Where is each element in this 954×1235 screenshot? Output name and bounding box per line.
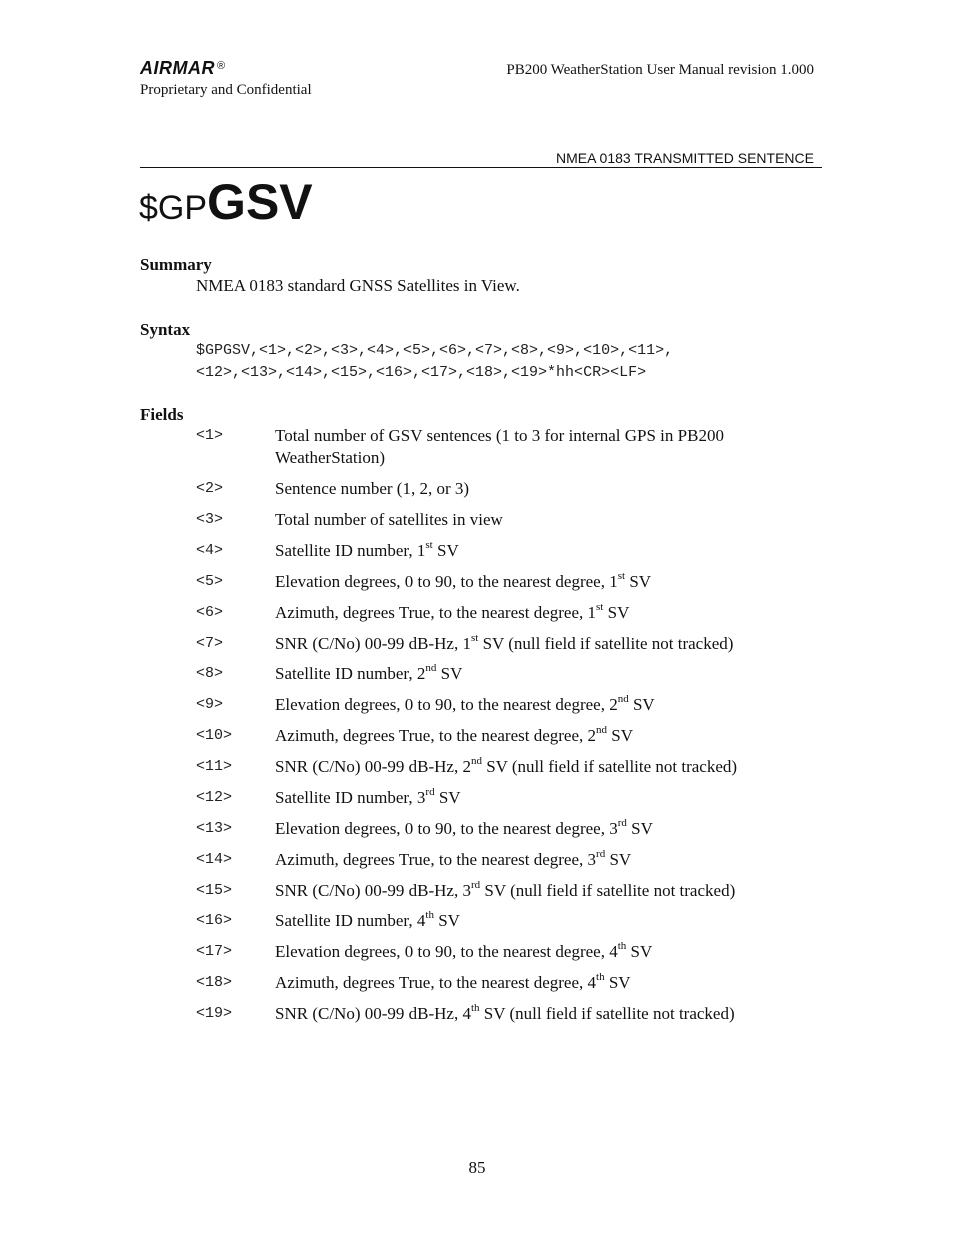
field-row bbox=[196, 725, 826, 756]
field-description: Satellite ID number, 4th SV bbox=[275, 909, 460, 930]
syntax-heading: Syntax bbox=[140, 320, 191, 339]
field-row bbox=[196, 941, 826, 972]
field-description: Elevation degrees, 0 to 90, to the nearest degree, 3rd SV bbox=[275, 817, 653, 838]
field-row bbox=[196, 880, 826, 911]
field-code: <4> bbox=[196, 542, 224, 559]
field-code: <12> bbox=[196, 789, 233, 806]
header-rule bbox=[140, 167, 822, 168]
field-row bbox=[196, 1003, 826, 1034]
field-description: Azimuth, degrees True, to the nearest degree, 1st SV bbox=[275, 601, 630, 622]
field-code: <10> bbox=[196, 727, 233, 744]
field-description: Satellite ID number, 1st SV bbox=[275, 539, 459, 560]
field-row bbox=[196, 425, 826, 467]
sentence-prefix: $GP bbox=[139, 189, 208, 227]
field-code: <5> bbox=[196, 573, 224, 590]
field-description: SNR (C/No) 00-99 dB-Hz, 1st SV (null field if satellite not tracked) bbox=[275, 632, 734, 653]
field-row bbox=[196, 663, 826, 694]
field-row bbox=[196, 633, 826, 664]
sentence-title bbox=[139, 172, 313, 245]
field-code: <13> bbox=[196, 820, 233, 837]
field-description: Satellite ID number, 3rd SV bbox=[275, 786, 461, 807]
field-code: <3> bbox=[196, 511, 224, 528]
field-description: SNR (C/No) 00-99 dB-Hz, 4th SV (null field if satellite not tracked) bbox=[275, 1002, 735, 1023]
field-description: Elevation degrees, 0 to 90, to the nearest degree, 2nd SV bbox=[275, 693, 655, 714]
field-row bbox=[196, 972, 826, 1003]
field-code: <1> bbox=[196, 427, 224, 444]
document-title: PB200 WeatherStation User Manual revision 1.000 bbox=[506, 62, 814, 78]
field-description: Satellite ID number, 2nd SV bbox=[275, 662, 463, 683]
field-description: Total number of GSV sentences (1 to 3 for internal GPS in PB200 WeatherStation) bbox=[275, 426, 724, 467]
field-code: <14> bbox=[196, 851, 233, 868]
summary-heading: Summary bbox=[140, 255, 212, 274]
field-code: <2> bbox=[196, 480, 224, 497]
field-row bbox=[196, 602, 826, 633]
field-row bbox=[196, 478, 826, 509]
field-code: <17> bbox=[196, 943, 233, 960]
summary-text: NMEA 0183 standard GNSS Satellites in View. bbox=[196, 276, 520, 295]
field-code: <9> bbox=[196, 696, 224, 713]
logo-wordmark: AIRMAR bbox=[140, 58, 215, 78]
field-code: <15> bbox=[196, 882, 233, 899]
field-description: Sentence number (1, 2, or 3) bbox=[275, 479, 470, 498]
field-row bbox=[196, 694, 826, 725]
field-code: <18> bbox=[196, 974, 233, 991]
registered-mark: ® bbox=[217, 60, 226, 72]
field-row bbox=[196, 571, 826, 602]
field-code: <16> bbox=[196, 912, 233, 929]
field-row bbox=[196, 818, 826, 849]
fields-heading: Fields bbox=[140, 405, 184, 424]
field-row bbox=[196, 910, 826, 941]
field-code: <8> bbox=[196, 665, 224, 682]
field-description: Azimuth, degrees True, to the nearest degree, 3rd SV bbox=[275, 848, 632, 869]
field-description: SNR (C/No) 00-99 dB-Hz, 3rd SV (null field if satellite not tracked) bbox=[275, 879, 736, 900]
confidential-notice: Proprietary and Confidential bbox=[140, 82, 312, 98]
field-description: Total number of satellites in view bbox=[275, 510, 503, 529]
field-description: Azimuth, degrees True, to the nearest degree, 4th SV bbox=[275, 971, 631, 992]
syntax-line-1: $GPGSV,<1>,<2>,<3>,<4>,<5>,<6>,<7>,<8>,<9>,<10>,<11>, bbox=[196, 342, 674, 359]
field-row bbox=[196, 509, 826, 540]
field-code: <7> bbox=[196, 635, 224, 652]
field-code: <19> bbox=[196, 1005, 233, 1022]
field-row bbox=[196, 756, 826, 787]
section-label: NMEA 0183 TRANSMITTED SENTENCE bbox=[555, 150, 814, 166]
field-row bbox=[196, 540, 826, 571]
airmar-logo bbox=[140, 58, 226, 78]
page-number: 85 bbox=[468, 1158, 486, 1177]
syntax-line-2: <12>,<13>,<14>,<15>,<16>,<17>,<18>,<19>*hh<CR><LF> bbox=[196, 364, 647, 381]
sentence-code: GSV bbox=[207, 174, 313, 230]
field-description: SNR (C/No) 00-99 dB-Hz, 2nd SV (null field if satellite not tracked) bbox=[275, 755, 738, 776]
field-description: Elevation degrees, 0 to 90, to the nearest degree, 4th SV bbox=[275, 940, 653, 961]
field-description: Elevation degrees, 0 to 90, to the nearest degree, 1st SV bbox=[275, 570, 652, 591]
field-code: <6> bbox=[196, 604, 224, 621]
field-description: Azimuth, degrees True, to the nearest degree, 2nd SV bbox=[275, 724, 634, 745]
field-row bbox=[196, 849, 826, 880]
field-row bbox=[196, 787, 826, 818]
field-code: <11> bbox=[196, 758, 233, 775]
